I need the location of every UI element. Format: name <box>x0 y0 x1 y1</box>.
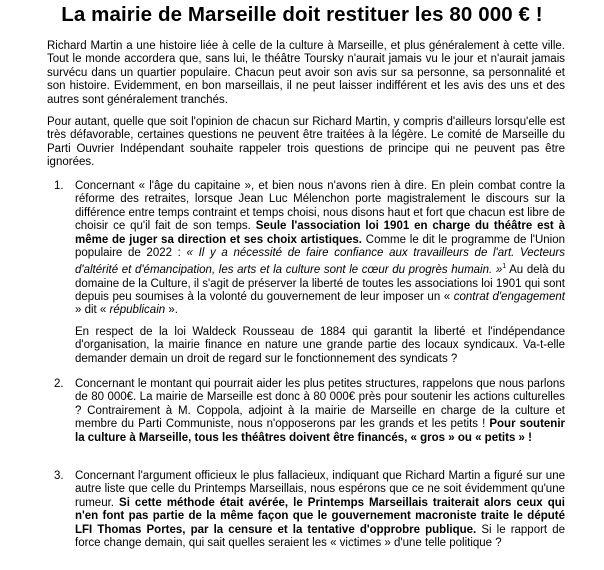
item-2-text-a: Concernant le montant qui pourrait aider les plus petites structures, rappelons que nous parlons de 80 000€. La mairie de Marseille est donc à 80 000€ près pour soutenir les actions culturelles ? Contrairement à M. Coppola, adjoint à la mairie de Marseille en charge de la culture et membre du Parti Communiste, nous n'opposerons par les grands et les petits ! <box>75 378 565 431</box>
item-1-paragraph <box>75 180 565 318</box>
item-1-text-a: Concernant « l'âge du capitaine », et bien nous n'avons rien à dire. En plein combat contre la réforme des retraites, lorsque Jean Luc Mélenchon porte magistralement le discours sur la différence entre temps contraint et temps choisi, nous disons haut et fort que chacun est libre de choisir ce qu'il fait de son temps. <box>75 180 565 233</box>
item-1-footnote-ref: 1 <box>502 263 507 271</box>
page-title: La mairie de Marseille doit restituer les 80 000 € ! <box>61 3 543 26</box>
item-1-text-b: Comme le dit le programme de l'Union populaire de 2022 : <box>75 233 565 260</box>
item-3-text-b: Si le rapport de force change demain, qui sait quelles seraient les « victimes » d'une telle politique ? <box>75 523 566 550</box>
item-1-italic-contrat: contrat d'engagement <box>453 291 566 304</box>
item-2-number: 2. <box>54 378 64 390</box>
item-1-bold-a: Seule l'association loi 1901 en charge du théâtre est à même de juger sa direction et ses choix artistiques. <box>75 220 565 246</box>
item-1-quote: « Il y a nécessité de faire confiance aux travailleurs de l'art. Vecteurs d'altérité et d'émancipation, les arts et la culture sont le cœur du progrès humain. » <box>75 247 565 277</box>
item-1-text-c: Au delà du domaine de la Culture, il s'agit de préserver la liberté de toutes les associations loi 1901 qui sont depuis peu soumises à la volonté du gouvernement de leur imposer un « <box>75 264 565 304</box>
item-1-text-d: » dit « <box>75 304 110 317</box>
item-3-text-a: Concernant l'argument officieux le plus fallacieux, indiquant que Richard Martin a figuré sur une autre liste que celle du Printemps Marseillais, nous espérons que ce ne soit évidemment qu'une rumeur. <box>75 470 565 509</box>
item-1-number: 1. <box>54 180 64 192</box>
item-1-text-e: ». <box>165 304 178 317</box>
item-2-bold-a: Pour soutenir la culture à Marseille, tous les théâtres doivent être financés, « gros » ou « petits » ! <box>75 418 565 444</box>
item-3-paragraph <box>75 470 565 550</box>
item-2-paragraph <box>75 378 565 445</box>
item-1-italic-republicain: républicain <box>109 304 166 317</box>
item-3-number: 3. <box>54 470 64 482</box>
item-1-second-paragraph: En respect de la loi Waldeck Rousseau de 1884 qui garantit la liberté et l'indépendance d'organisation, la mairie finance en nature une grande partie des locaux syndicaux. Va-t-elle demander demain un droit de regard sur le fonctionnement des syndicats ? <box>75 326 565 365</box>
item-3-bold-a: Si cette méthode était avérée, le Printemps Marseillais traiterait alors ceux qui n'en font pas partie de la même façon que le gouvernement macroniste traite le député LFI Thomas Portes, par la censure et la tentative d'opprobre publique. <box>75 496 565 536</box>
intro-paragraph-2: Pour autant, quelle que soit l'opinion de chacun sur Richard Martin, y compris d'ailleurs lorsqu'elle est très défavorable, certaines questions ne peuvent être traitées à la légère. Le comité de Marseille du Parti Ouvrier Indépendant souhaite rappeler trois questions de principe qui ne peuvent pas être ignorées. <box>47 116 565 169</box>
intro-paragraph-1: Richard Martin a une histoire liée à celle de la culture à Marseille, et plus généralement à cette ville. Tout le monde accordera que, sans lui, le théâtre Toursky n'aurait jamais vu le jour et n'aurait jamais survécu dans un quartier populaire. Chacun peut avoir son avis sur sa personne, sa personnalité et son histoire. Evidemment, en bon marseillais, il ne peut laisser indifférent et les avis des uns et des autres sont généralement tranchés. <box>47 40 565 106</box>
